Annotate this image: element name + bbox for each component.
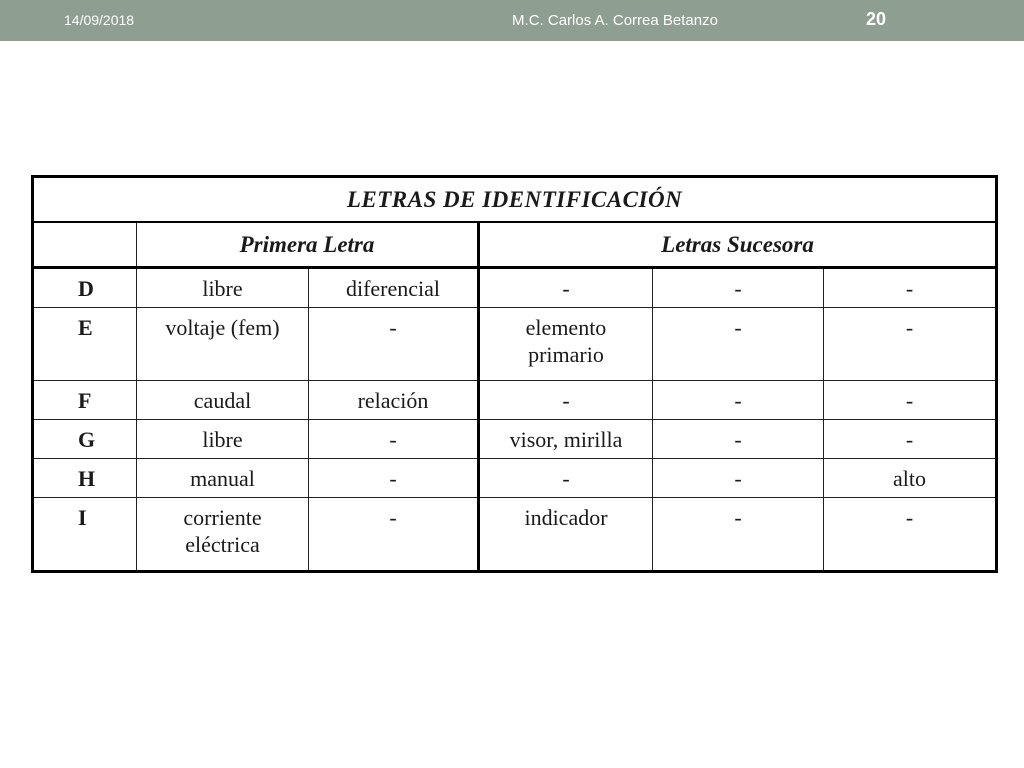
row-letter: F bbox=[33, 381, 137, 420]
header-letras-sucesora: Letras Sucesora bbox=[479, 222, 997, 268]
row-letter: I bbox=[33, 498, 137, 572]
slide-header-bar bbox=[0, 0, 1024, 41]
slide-page-number: 20 bbox=[865, 9, 887, 29]
table-row bbox=[33, 381, 997, 420]
identification-letters-table bbox=[31, 175, 998, 573]
table-cell: - bbox=[309, 459, 479, 498]
table-cell: libre bbox=[137, 420, 309, 459]
table-row bbox=[33, 420, 997, 459]
header-primera-letra: Primera Letra bbox=[137, 222, 479, 268]
table-title: LETRAS DE IDENTIFICACIÓN bbox=[33, 177, 997, 223]
table-cell: libre bbox=[137, 268, 309, 308]
table-cell: - bbox=[309, 498, 479, 572]
table-cell: - bbox=[824, 268, 997, 308]
table-cell: - bbox=[824, 381, 997, 420]
table-cell: indicador bbox=[479, 498, 653, 572]
table-cell: visor, mirilla bbox=[479, 420, 653, 459]
row-letter: H bbox=[33, 459, 137, 498]
slide-date: 14/09/2018 bbox=[64, 12, 135, 28]
table-cell: - bbox=[479, 459, 653, 498]
table-cell: voltaje (fem) bbox=[137, 308, 309, 381]
table-cell: - bbox=[479, 381, 653, 420]
table-cell: - bbox=[653, 308, 824, 381]
table-cell: alto bbox=[824, 459, 997, 498]
table-cell: - bbox=[824, 498, 997, 572]
table-cell: manual bbox=[137, 459, 309, 498]
table-cell: - bbox=[309, 308, 479, 381]
table-cell: - bbox=[309, 420, 479, 459]
slide-author: M.C. Carlos A. Correa Betanzo bbox=[512, 12, 718, 29]
table-row bbox=[33, 459, 997, 498]
table-row bbox=[33, 498, 997, 572]
table-cell: - bbox=[824, 420, 997, 459]
table-row bbox=[33, 308, 997, 381]
table-cell: - bbox=[653, 268, 824, 308]
table-cell: relación bbox=[309, 381, 479, 420]
table-cell: - bbox=[653, 459, 824, 498]
row-letter: D bbox=[33, 268, 137, 308]
row-letter: E bbox=[33, 308, 137, 381]
table-cell: - bbox=[653, 420, 824, 459]
table-cell: - bbox=[479, 268, 653, 308]
table-row bbox=[33, 268, 997, 308]
corner-empty-cell bbox=[33, 222, 137, 268]
table-cell: diferencial bbox=[309, 268, 479, 308]
table-cell: caudal bbox=[137, 381, 309, 420]
row-letter: G bbox=[33, 420, 137, 459]
table-cell: elemento primario bbox=[479, 308, 653, 381]
table-cell: - bbox=[653, 381, 824, 420]
table-cell: corriente eléctrica bbox=[137, 498, 309, 572]
table-cell: - bbox=[653, 498, 824, 572]
table-cell: - bbox=[824, 308, 997, 381]
